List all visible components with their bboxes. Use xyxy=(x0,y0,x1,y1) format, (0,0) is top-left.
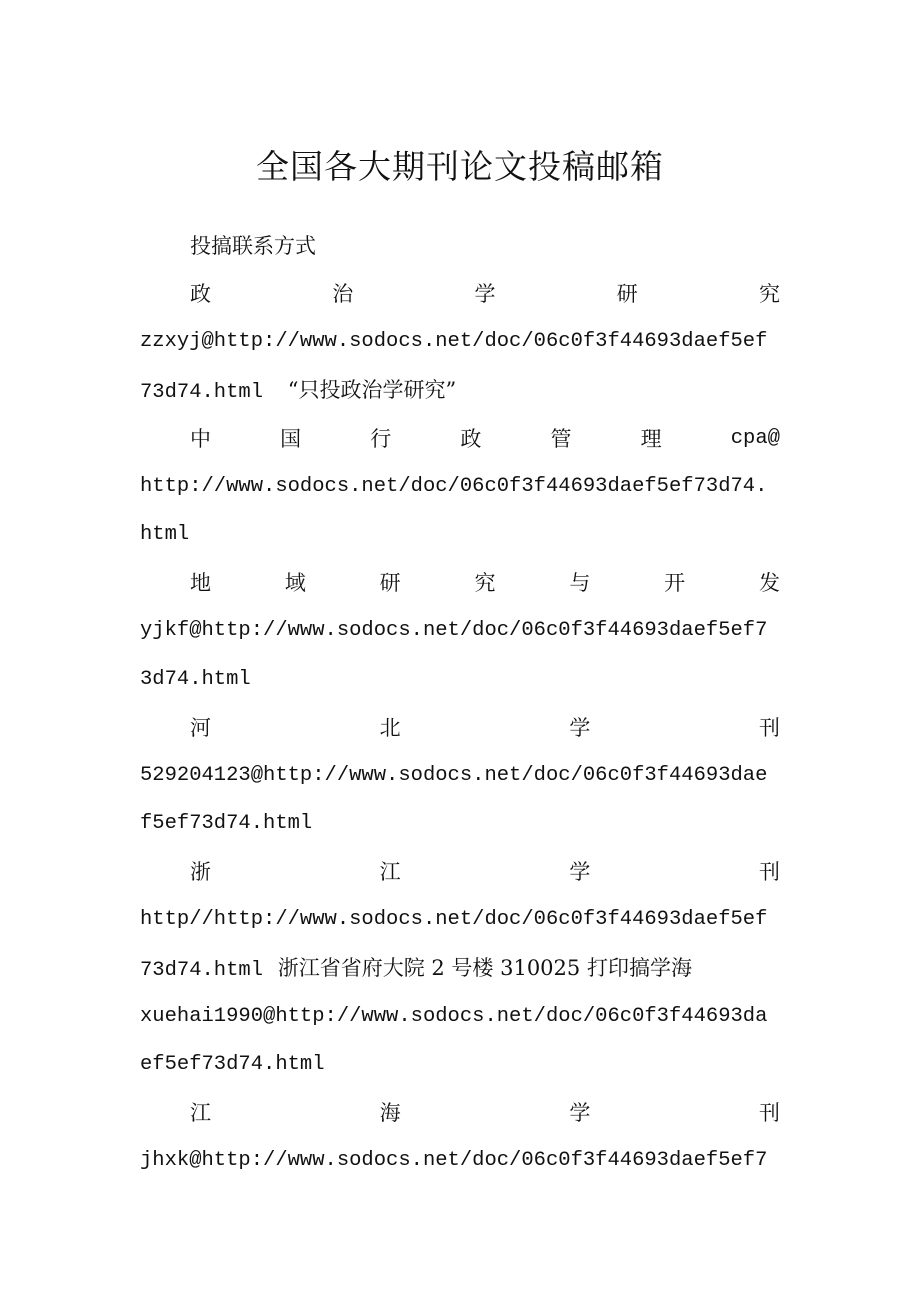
name-char: 刊 xyxy=(758,716,780,740)
email-link-tail[interactable]: html xyxy=(140,523,190,546)
name-char: 学 xyxy=(569,860,591,884)
journal-note: “只投政治学研究” xyxy=(287,378,457,402)
postal-address: 浙江省省府大院 2 号楼 310025 打印搞学海 xyxy=(277,956,692,980)
name-char: 学 xyxy=(569,1101,591,1125)
email-link-tail[interactable]: 3d74.html xyxy=(140,668,251,691)
email-link[interactable]: http://www.sodocs.net/doc/06c0f3f44693daef5ef73d74. xyxy=(140,475,768,498)
journal-name-cpa xyxy=(140,419,780,459)
email-link-tail[interactable]: 73d74.html xyxy=(140,381,264,404)
email-link[interactable]: xuehai1990@http://www.sodocs.net/doc/06c0f3f44693da xyxy=(140,1005,768,1028)
name-char: 与 xyxy=(569,571,591,595)
page-title: 全国各大期刊论文投稿邮箱 xyxy=(256,147,664,186)
name-char: 研 xyxy=(379,571,401,595)
email-link[interactable]: jhxk@http://www.sodocs.net/doc/06c0f3f44693daef5ef7 xyxy=(140,1149,768,1172)
journal-name-zjxk xyxy=(140,852,780,892)
journal-name-hbxk xyxy=(140,708,780,748)
name-char: 理 xyxy=(640,427,662,451)
email-link-tail[interactable]: ef5ef73d74.html xyxy=(140,1053,325,1076)
name-char: 研 xyxy=(616,282,638,306)
journal-name-dyyjkf xyxy=(140,563,780,603)
email-link[interactable]: 529204123@http://www.sodocs.net/doc/06c0f3f44693dae xyxy=(140,764,768,787)
email-link-tail[interactable]: f5ef73d74.html xyxy=(140,812,313,835)
email-link-continuation xyxy=(140,370,780,410)
journal-name-jhxk xyxy=(140,1093,780,1133)
name-char: 中 xyxy=(190,427,211,451)
name-char: 政 xyxy=(460,427,482,451)
name-char: 行 xyxy=(370,427,392,451)
name-char: 开 xyxy=(664,571,686,595)
name-char: 究 xyxy=(474,571,496,595)
name-char: 学 xyxy=(474,282,496,306)
name-char: 海 xyxy=(379,1101,401,1125)
name-char: 地 xyxy=(190,571,211,595)
name-char: 浙 xyxy=(190,860,211,884)
journal-name-zzxyj xyxy=(140,274,780,314)
name-char: 江 xyxy=(190,1101,211,1125)
email-link[interactable]: zzxyj@http://www.sodocs.net/doc/06c0f3f44693daef5ef xyxy=(140,330,768,353)
email-link[interactable]: http//http://www.sodocs.net/doc/06c0f3f44693daef5ef xyxy=(140,908,768,931)
name-char: 发 xyxy=(758,571,780,595)
contact-heading: 投搞联系方式 xyxy=(190,234,316,258)
name-char: 政 xyxy=(190,282,211,306)
name-char: 河 xyxy=(190,716,211,740)
name-char: 江 xyxy=(379,860,401,884)
name-char: 究 xyxy=(759,282,780,306)
name-char: 北 xyxy=(379,716,401,740)
name-char: 学 xyxy=(569,716,591,740)
address-line xyxy=(140,948,780,988)
name-char: 域 xyxy=(284,571,306,595)
email-prefix[interactable]: cpa@ xyxy=(730,427,780,450)
email-link[interactable]: yjkf@http://www.sodocs.net/doc/06c0f3f44693daef5ef7 xyxy=(140,619,768,642)
name-char: 治 xyxy=(332,282,354,306)
name-char: 管 xyxy=(550,427,572,451)
name-char: 国 xyxy=(280,427,302,451)
name-char: 刊 xyxy=(758,860,780,884)
name-char: 刊 xyxy=(758,1101,780,1125)
email-link-tail[interactable]: 73d74.html xyxy=(140,959,264,982)
